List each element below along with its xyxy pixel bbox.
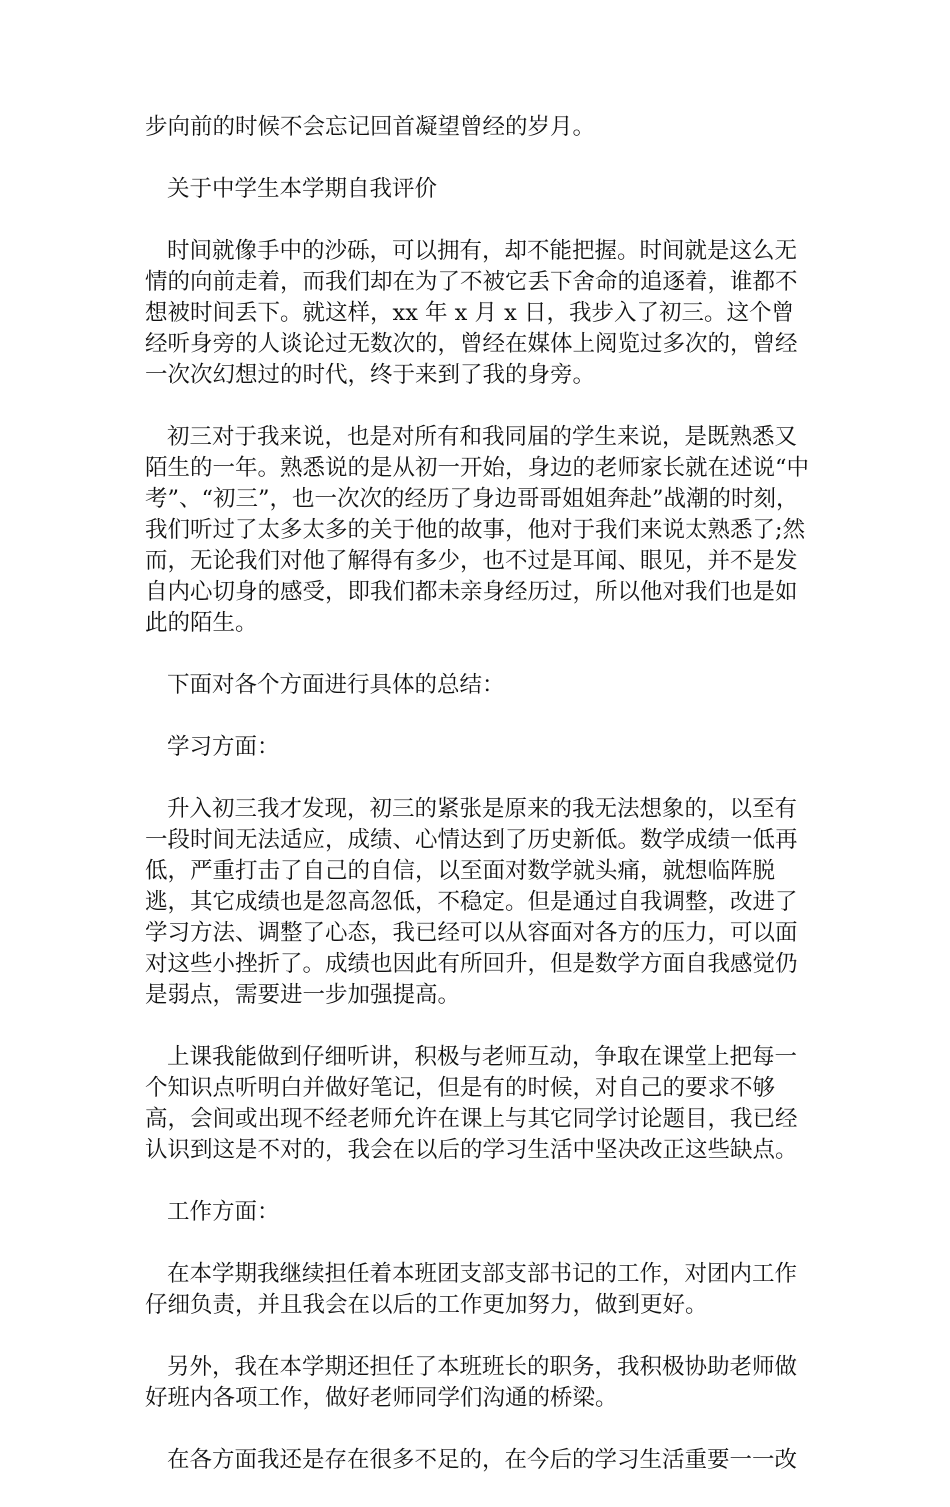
paragraph-intro: 时间就像手中的沙砾，可以拥有，却不能把握。时间就是这么无情的向前走着，而我们却在为了不被它丢下舍命的追逐着，谁都不想被时间丢下。就这样，xx 年 x 月 x 日，我步入了初三。这个曾经听身旁的人谈论过无数次的，曾经在媒体上阅览过多次的，曾经一次次幻想过的时代，终于来到了我的身旁。 bbox=[145, 238, 798, 388]
section-heading-work: 工作方面： bbox=[167, 1199, 280, 1225]
paragraph-work-1: 在本学期我继续担任着本班团支部支部书记的工作，对团内工作仔细负责，并且我会在以后的工作更加努力，做到更好。 bbox=[145, 1261, 798, 1318]
document-body bbox=[145, 112, 815, 1507]
essay-title: 关于中学生本学期自我评价 bbox=[167, 176, 438, 202]
paragraph-grade-three: 初三对于我来说，也是对所有和我同届的学生来说，是既熟悉又陌生的一年。熟悉说的是从初一开始，身边的老师家长就在述说“中考”、“初三”，也一次次的经历了身边哥哥姐姐奔赴”战潮的时刻，我们听过了太多太多的关于他的故事，他对于我们来说太熟悉了;然而，无论我们对他了解得有多少，也不过是耳闻、眼见，并不是发自内心切身的感受，即我们都未亲身经历过，所以他对我们也是如此的陌生。 bbox=[145, 424, 810, 636]
paragraph-study-2: 上课我能做到仔细听讲，积极与老师互动，争取在课堂上把每一个知识点听明白并做好笔记，但是有的时候，对自己的要求不够高，会间或出现不经老师允许在课上与其它同学讨论题目，我已经认识到这是不对的，我会在以后的学习生活中坚决改正这些缺点。 bbox=[145, 1044, 798, 1163]
paragraph-work-2: 另外，我在本学期还担任了本班班长的职务，我积极协助老师做好班内各项工作，做好老师同学们沟通的桥梁。 bbox=[145, 1354, 798, 1411]
paragraph-continuation: 步向前的时候不会忘记回首凝望曾经的岁月。 bbox=[145, 114, 596, 140]
section-heading-study: 学习方面： bbox=[167, 734, 280, 760]
paragraph-study-1: 升入初三我才发现，初三的紧张是原来的我无法想象的，以至有一段时间无法适应，成绩、心情达到了历史新低。数学成绩一低再低，严重打击了自己的自信，以至面对数学就头痛，就想临阵脱逃，其它成绩也是忽高忽低，不稳定。但是通过自我调整，改进了学习方法、调整了心态，我已经可以从容面对各方的压力，可以面对这些小挫折了。成绩也因此有所回升，但是数学方面自我感觉仍是弱点，需要进一步加强提高。 bbox=[145, 796, 798, 1008]
paragraph-closing: 在各方面我还是存在很多不足的，在今后的学习生活重要一一改 bbox=[167, 1447, 798, 1473]
summary-heading: 下面对各个方面进行具体的总结： bbox=[167, 672, 505, 698]
